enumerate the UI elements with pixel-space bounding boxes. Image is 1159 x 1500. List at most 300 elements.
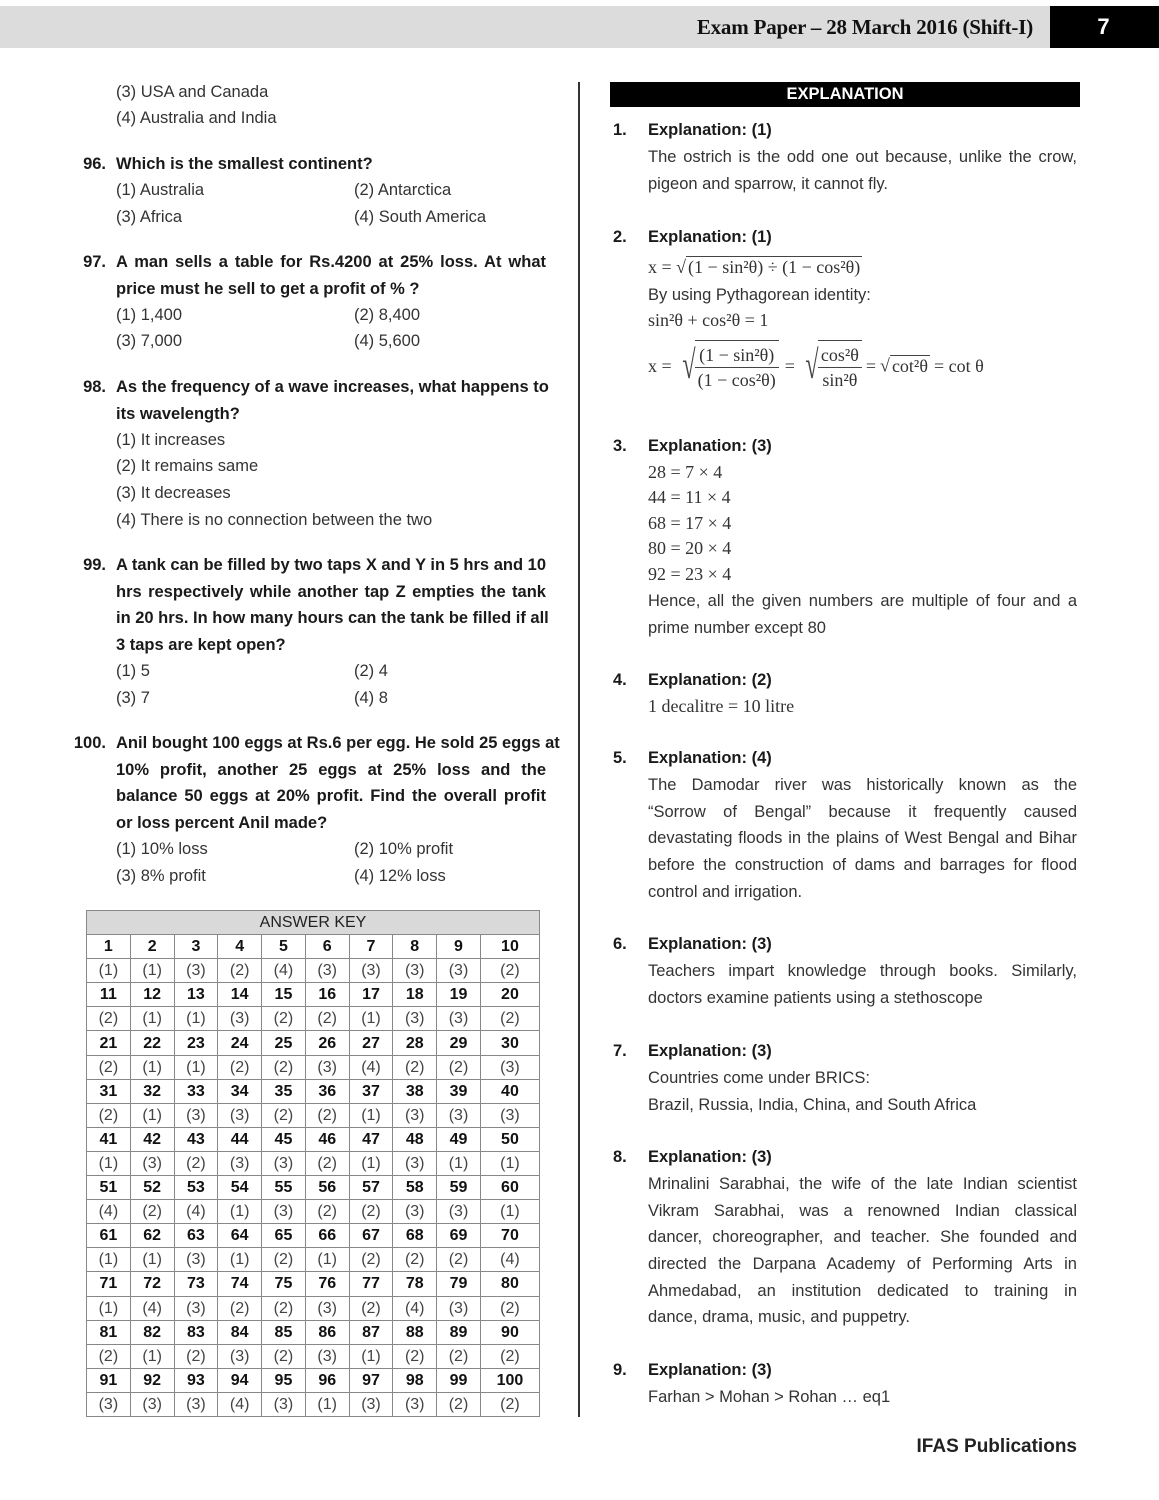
explanation-3-equation: 68 = 17 × 4 xyxy=(648,513,732,533)
answer-cell: (3) xyxy=(174,1296,218,1320)
answer-cell: (1) xyxy=(130,1007,174,1031)
explanation-9-number: 9. xyxy=(613,1361,627,1379)
question-line: A tank can be filled by two taps X and Y in 5 hrs and 10 xyxy=(116,556,546,574)
question-number-cell: 70 xyxy=(480,1224,539,1248)
question-number-cell: 36 xyxy=(305,1079,349,1103)
q97-option-1: (1) 1,400 xyxy=(116,306,183,324)
question-number-cell: 30 xyxy=(480,1031,539,1055)
q98-option-2: (2) It remains same xyxy=(116,457,259,475)
answer-cell: (1) xyxy=(174,1055,218,1079)
answer-cell: (2) xyxy=(393,1248,437,1272)
answer-key-body xyxy=(87,935,540,1417)
answer-key-answer-row xyxy=(87,959,540,983)
answer-key-number-row xyxy=(87,1176,540,1200)
question-number-cell: 53 xyxy=(174,1176,218,1200)
explanation-7-body xyxy=(648,1065,1077,1118)
question-number-cell: 15 xyxy=(262,983,306,1007)
answer-cell: (4) xyxy=(262,959,306,983)
explanation-2-identity: sin²θ + cos²θ = 1 xyxy=(648,310,769,330)
explanation-line: doctors examine patients using a stethoscope xyxy=(648,988,983,1007)
question-number-cell: 55 xyxy=(262,1176,306,1200)
answer-cell: (2) xyxy=(130,1200,174,1224)
question-number-cell: 72 xyxy=(130,1272,174,1296)
question-number-cell: 13 xyxy=(174,983,218,1007)
answer-cell: (3) xyxy=(437,1296,481,1320)
question-number-cell: 87 xyxy=(349,1320,393,1344)
question-number-cell: 65 xyxy=(262,1224,306,1248)
explanation-3-equation: 92 = 23 × 4 xyxy=(648,564,732,584)
q98-number: 98. xyxy=(83,378,106,396)
explanation-line: directed the Darpana Academy of Performing Arts in xyxy=(648,1255,1077,1274)
q99-option-2: (2) 4 xyxy=(354,662,388,680)
question-number-cell: 79 xyxy=(437,1272,481,1296)
question-number-cell: 96 xyxy=(305,1368,349,1392)
explanation-8-body xyxy=(648,1171,1077,1331)
question-line: Which is the smallest continent? xyxy=(116,155,373,173)
page-number: 7 xyxy=(1097,14,1110,39)
answer-key-answer-row xyxy=(87,1296,540,1320)
answer-cell: (1) xyxy=(130,1055,174,1079)
answer-cell: (1) xyxy=(87,959,131,983)
explanation-6-body xyxy=(648,958,1077,1011)
explanation-line: devastating floods in the plains of West Bengal and Bihar xyxy=(648,829,1077,848)
explanation-9-heading: Explanation: (3) xyxy=(648,1361,772,1379)
answer-cell: (4) xyxy=(130,1296,174,1320)
q97-number: 97. xyxy=(83,253,106,271)
fraction-denominator: (1 − cos²θ) xyxy=(697,370,776,390)
answer-key-answer-row xyxy=(87,1392,540,1416)
question-number-cell: 58 xyxy=(393,1176,437,1200)
q97-option-2: (2) 8,400 xyxy=(354,306,421,324)
answer-cell: (3) xyxy=(437,959,481,983)
question-number-cell: 57 xyxy=(349,1176,393,1200)
answer-cell: (3) xyxy=(262,1200,306,1224)
question-number-cell: 90 xyxy=(480,1320,539,1344)
math-equals: = xyxy=(865,355,877,376)
question-number-cell: 5 xyxy=(262,935,306,959)
question-number-cell: 4 xyxy=(218,935,262,959)
question-number-cell: 3 xyxy=(174,935,218,959)
q99-number: 99. xyxy=(83,556,106,574)
explanation-8-number: 8. xyxy=(613,1148,627,1166)
question-number-cell: 32 xyxy=(130,1079,174,1103)
question-number-cell: 46 xyxy=(305,1127,349,1151)
answer-cell: (3) xyxy=(174,1392,218,1416)
question-number-cell: 92 xyxy=(130,1368,174,1392)
explanation-7-number: 7. xyxy=(613,1042,627,1060)
question-line: or loss percent Anil made? xyxy=(116,813,328,832)
question-number-cell: 85 xyxy=(262,1320,306,1344)
question-number-cell: 42 xyxy=(130,1127,174,1151)
q99-text xyxy=(116,552,549,658)
question-number-cell: 56 xyxy=(305,1176,349,1200)
answer-cell: (3) xyxy=(218,1007,262,1031)
question-number-cell: 26 xyxy=(305,1031,349,1055)
answer-cell: (2) xyxy=(262,1296,306,1320)
page-number-box xyxy=(1050,6,1159,48)
explanation-line: By using Pythagorean identity: xyxy=(648,286,871,304)
question-number-cell: 44 xyxy=(218,1127,262,1151)
q98-option-4: (4) There is no connection between the two xyxy=(116,511,433,529)
q99-option-1: (1) 5 xyxy=(116,662,150,680)
q97-option-3: (3) 7,000 xyxy=(116,332,183,350)
q100-number: 100. xyxy=(73,734,106,752)
answer-cell: (2) xyxy=(262,1055,306,1079)
question-number-cell: 100 xyxy=(480,1368,539,1392)
explanation-6-heading: Explanation: (3) xyxy=(648,935,772,953)
explanation-1-heading: Explanation: (1) xyxy=(648,121,772,139)
explanation-line: before the construction of dams and barrages for flood xyxy=(648,856,1077,875)
question-number-cell: 23 xyxy=(174,1031,218,1055)
question-number-cell: 59 xyxy=(437,1176,481,1200)
explanation-1-body xyxy=(648,144,1077,197)
answer-cell: (1) xyxy=(349,1007,393,1031)
question-number-cell: 20 xyxy=(480,983,539,1007)
answer-cell: (1) xyxy=(218,1248,262,1272)
answer-cell: (2) xyxy=(480,1344,539,1368)
question-number-cell: 73 xyxy=(174,1272,218,1296)
answer-key-number-row xyxy=(87,1031,540,1055)
question-number-cell: 16 xyxy=(305,983,349,1007)
explanation-line: Mrinalini Sarabhai, the wife of the late Indian scientist xyxy=(648,1175,1077,1193)
question-number-cell: 6 xyxy=(305,935,349,959)
answer-cell: (1) xyxy=(174,1007,218,1031)
answer-cell: (2) xyxy=(262,1103,306,1127)
answer-cell: (1) xyxy=(218,1200,262,1224)
explanation-banner: EXPLANATION xyxy=(610,82,1080,107)
answer-cell: (4) xyxy=(349,1055,393,1079)
question-number-cell: 43 xyxy=(174,1127,218,1151)
question-number-cell: 91 xyxy=(87,1368,131,1392)
answer-cell: (2) xyxy=(305,1200,349,1224)
answer-cell: (3) xyxy=(174,959,218,983)
answer-cell: (3) xyxy=(305,1344,349,1368)
q97-text xyxy=(116,249,546,302)
question-number-cell: 41 xyxy=(87,1127,131,1151)
answer-cell: (2) xyxy=(262,1248,306,1272)
explanation-2-number: 2. xyxy=(613,228,627,246)
answer-cell: (1) xyxy=(305,1392,349,1416)
question-number-cell: 11 xyxy=(87,983,131,1007)
answer-cell: (1) xyxy=(480,1200,539,1224)
question-number-cell: 95 xyxy=(262,1368,306,1392)
answer-cell: (4) xyxy=(393,1296,437,1320)
question-line: A man sells a table for Rs.4200 at 25% loss. At what xyxy=(116,253,546,271)
question-number-cell: 31 xyxy=(87,1079,131,1103)
q96-option-1: (1) Australia xyxy=(116,181,205,199)
question-number-cell: 19 xyxy=(437,983,481,1007)
question-number-cell: 76 xyxy=(305,1272,349,1296)
answer-cell: (1) xyxy=(480,1151,539,1175)
question-number-cell: 25 xyxy=(262,1031,306,1055)
explanation-9-body xyxy=(648,1384,1077,1411)
explanation-line: Brazil, Russia, India, China, and South Africa xyxy=(648,1095,977,1114)
question-line: price must he sell to get a profit of % ? xyxy=(116,279,420,298)
question-number-cell: 52 xyxy=(130,1176,174,1200)
question-number-cell: 67 xyxy=(349,1224,393,1248)
question-number-cell: 47 xyxy=(349,1127,393,1151)
answer-cell: (3) xyxy=(130,1151,174,1175)
fraction-numerator: cos²θ xyxy=(818,343,862,368)
question-number-cell: 38 xyxy=(393,1079,437,1103)
column-divider xyxy=(578,82,580,1417)
explanation-2-heading: Explanation: (1) xyxy=(648,228,772,246)
question-number-cell: 66 xyxy=(305,1224,349,1248)
question-number-cell: 17 xyxy=(349,983,393,1007)
q95-option-4: (4) Australia and India xyxy=(116,109,277,127)
answer-cell: (1) xyxy=(87,1151,131,1175)
question-number-cell: 60 xyxy=(480,1176,539,1200)
question-number-cell: 97 xyxy=(349,1368,393,1392)
question-number-cell: 45 xyxy=(262,1127,306,1151)
answer-cell: (3) xyxy=(262,1151,306,1175)
answer-cell: (1) xyxy=(305,1248,349,1272)
answer-cell: (2) xyxy=(480,1007,539,1031)
explanation-8-heading: Explanation: (3) xyxy=(648,1148,772,1166)
question-number-cell: 10 xyxy=(480,935,539,959)
question-number-cell: 62 xyxy=(130,1224,174,1248)
exam-title: Exam Paper – 28 March 2016 (Shift-I) xyxy=(696,15,1033,39)
question-line: hrs respectively while another tap Z empties the tank xyxy=(116,582,546,601)
answer-cell: (2) xyxy=(87,1103,131,1127)
explanation-3-equation: 80 = 20 × 4 xyxy=(648,538,732,558)
fraction xyxy=(695,343,779,392)
explanation-2-equation-2 xyxy=(648,340,984,392)
answer-cell: (3) xyxy=(218,1103,262,1127)
answer-cell: (1) xyxy=(130,959,174,983)
math-lhs: x = xyxy=(648,257,677,277)
answer-cell: (3) xyxy=(305,959,349,983)
q100-option-3: (3) 8% profit xyxy=(116,867,206,885)
question-number-cell: 80 xyxy=(480,1272,539,1296)
answer-key-number-row xyxy=(87,1272,540,1296)
answer-cell: (2) xyxy=(262,1007,306,1031)
explanation-3-equation: 44 = 11 × 4 xyxy=(648,487,731,507)
question-number-cell: 28 xyxy=(393,1031,437,1055)
answer-cell: (2) xyxy=(218,1055,262,1079)
answer-key-answer-row xyxy=(87,1344,540,1368)
q100-option-2: (2) 10% profit xyxy=(354,840,454,858)
explanation-4-heading: Explanation: (2) xyxy=(648,671,772,689)
q96-option-4: (4) South America xyxy=(354,208,487,226)
q100-option-4: (4) 12% loss xyxy=(354,867,446,885)
sqrt-symbol: √ xyxy=(682,342,696,387)
answer-key-number-row xyxy=(87,983,540,1007)
fraction xyxy=(818,343,862,392)
explanation-3-heading: Explanation: (3) xyxy=(648,437,772,455)
question-number-cell: 94 xyxy=(218,1368,262,1392)
explanation-line: The ostrich is the odd one out because, unlike the crow, xyxy=(648,148,1077,166)
answer-cell: (3) xyxy=(130,1392,174,1416)
explanation-line: Farhan > Mohan > Rohan … eq1 xyxy=(648,1388,891,1406)
answer-cell: (1) xyxy=(130,1103,174,1127)
q99-option-3: (3) 7 xyxy=(116,689,150,707)
answer-cell: (3) xyxy=(305,1296,349,1320)
answer-cell: (2) xyxy=(437,1055,481,1079)
explanation-1-number: 1. xyxy=(613,121,627,139)
question-number-cell: 24 xyxy=(218,1031,262,1055)
answer-cell: (2) xyxy=(393,1055,437,1079)
question-number-cell: 51 xyxy=(87,1176,131,1200)
math-equals: = xyxy=(784,355,795,376)
question-number-cell: 8 xyxy=(393,935,437,959)
question-line: 10% profit, another 25 eggs at 25% loss and the xyxy=(116,760,546,779)
question-number-cell: 88 xyxy=(393,1320,437,1344)
question-number-cell: 33 xyxy=(174,1079,218,1103)
question-line: Anil bought 100 eggs at Rs.6 per egg. He sold 25 eggs at xyxy=(116,734,560,752)
question-number-cell: 1 xyxy=(87,935,131,959)
question-line: As the frequency of a wave increases, what happens to xyxy=(116,378,549,396)
answer-cell: (3) xyxy=(87,1392,131,1416)
answer-cell: (3) xyxy=(437,1200,481,1224)
answer-key-number-row xyxy=(87,1320,540,1344)
question-number-cell: 21 xyxy=(87,1031,131,1055)
answer-cell: (2) xyxy=(349,1296,393,1320)
q100-text xyxy=(116,730,560,836)
q96-number: 96. xyxy=(83,155,106,173)
explanation-line: prime number except 80 xyxy=(648,618,826,637)
question-number-cell: 35 xyxy=(262,1079,306,1103)
explanation-line: The Damodar river was historically known as the xyxy=(648,776,1077,794)
explanation-line: Vikram Sarabhai, was a renowned Indian classical xyxy=(648,1201,1077,1220)
answer-key-number-row xyxy=(87,1224,540,1248)
question-number-cell: 77 xyxy=(349,1272,393,1296)
answer-cell: (3) xyxy=(437,1103,481,1127)
answer-key-table xyxy=(86,910,540,1417)
question-number-cell: 93 xyxy=(174,1368,218,1392)
explanation-4-equation: 1 decalitre = 10 litre xyxy=(648,696,795,716)
explanation-3-equation: 28 = 7 × 4 xyxy=(648,462,723,482)
answer-cell: (1) xyxy=(87,1296,131,1320)
answer-cell: (2) xyxy=(174,1344,218,1368)
answer-cell: (2) xyxy=(87,1007,131,1031)
q100-option-1: (1) 10% loss xyxy=(116,840,208,858)
answer-key-answer-row xyxy=(87,1055,540,1079)
answer-cell: (3) xyxy=(218,1151,262,1175)
explanation-line: Countries come under BRICS: xyxy=(648,1069,870,1087)
question-number-cell: 99 xyxy=(437,1368,481,1392)
question-number-cell: 68 xyxy=(393,1224,437,1248)
q96-text xyxy=(116,151,546,178)
explanation-2-text xyxy=(648,282,1077,309)
question-number-cell: 50 xyxy=(480,1127,539,1151)
answer-cell: (1) xyxy=(349,1151,393,1175)
answer-cell: (2) xyxy=(437,1392,481,1416)
question-line: 3 taps are kept open? xyxy=(116,635,286,654)
answer-cell: (4) xyxy=(480,1248,539,1272)
fraction-denominator: sin²θ xyxy=(822,370,858,390)
answer-cell: (3) xyxy=(393,1007,437,1031)
answer-cell: (3) xyxy=(393,959,437,983)
q95-option-3: (3) USA and Canada xyxy=(116,83,269,101)
explanation-3-number: 3. xyxy=(613,437,627,455)
fraction-numerator: (1 − sin²θ) xyxy=(695,343,779,368)
answer-cell: (2) xyxy=(218,1296,262,1320)
question-number-cell: 40 xyxy=(480,1079,539,1103)
answer-key-number-row xyxy=(87,935,540,959)
answer-cell: (1) xyxy=(349,1103,393,1127)
question-number-cell: 81 xyxy=(87,1320,131,1344)
answer-cell: (4) xyxy=(174,1200,218,1224)
answer-key-answer-row xyxy=(87,1151,540,1175)
question-number-cell: 64 xyxy=(218,1224,262,1248)
question-number-cell: 29 xyxy=(437,1031,481,1055)
math-result: = cot θ xyxy=(933,355,984,376)
publisher-footer: IFAS Publications xyxy=(916,1436,1077,1457)
explanation-5-number: 5. xyxy=(613,749,627,767)
q98-option-1: (1) It increases xyxy=(116,431,226,449)
math-radicand: (1 − sin²θ) ÷ (1 − cos²θ) xyxy=(688,257,861,277)
answer-cell: (2) xyxy=(437,1248,481,1272)
answer-cell: (3) xyxy=(393,1151,437,1175)
question-number-cell: 89 xyxy=(437,1320,481,1344)
question-number-cell: 98 xyxy=(393,1368,437,1392)
question-number-cell: 22 xyxy=(130,1031,174,1055)
question-number-cell: 9 xyxy=(437,935,481,959)
question-number-cell: 37 xyxy=(349,1079,393,1103)
question-number-cell: 2 xyxy=(130,935,174,959)
question-line: in 20 hrs. In how many hours can the tank be filled if all xyxy=(116,609,549,627)
answer-cell: (2) xyxy=(349,1248,393,1272)
explanation-3-body xyxy=(648,588,1077,641)
answer-cell: (2) xyxy=(437,1344,481,1368)
answer-cell: (3) xyxy=(393,1392,437,1416)
answer-cell: (3) xyxy=(349,959,393,983)
math-radicand: cot²θ xyxy=(891,356,928,376)
explanation-line: Teachers impart knowledge through books. Similarly, xyxy=(648,962,1077,980)
question-number-cell: 84 xyxy=(218,1320,262,1344)
answer-cell: (2) xyxy=(305,1151,349,1175)
answer-cell: (3) xyxy=(262,1392,306,1416)
answer-cell: (1) xyxy=(349,1344,393,1368)
explanation-line: pigeon and sparrow, it cannot fly. xyxy=(648,174,889,193)
answer-cell: (2) xyxy=(393,1344,437,1368)
explanation-line: Ahmedabad, an institution dedicated to training in xyxy=(648,1281,1077,1300)
q97-option-4: (4) 5,600 xyxy=(354,332,421,350)
answer-cell: (2) xyxy=(87,1344,131,1368)
answer-cell: (3) xyxy=(218,1344,262,1368)
q98-text xyxy=(116,374,549,427)
question-number-cell: 34 xyxy=(218,1079,262,1103)
answer-cell: (2) xyxy=(87,1055,131,1079)
page-header xyxy=(0,6,1159,48)
question-line: balance 50 eggs at 20% profit. Find the overall profit xyxy=(116,787,546,805)
question-number-cell: 27 xyxy=(349,1031,393,1055)
question-number-cell: 63 xyxy=(174,1224,218,1248)
answer-key-answer-row xyxy=(87,1007,540,1031)
explanation-line: dancer, choreographer, and teacher. She founded and xyxy=(648,1228,1077,1247)
answer-cell: (3) xyxy=(393,1200,437,1224)
sqrt-expression xyxy=(678,340,779,392)
q98-option-3: (3) It decreases xyxy=(116,484,231,502)
answer-cell: (3) xyxy=(305,1055,349,1079)
question-number-cell: 18 xyxy=(393,983,437,1007)
answer-cell: (3) xyxy=(349,1392,393,1416)
explanation-line: control and irrigation. xyxy=(648,882,803,901)
question-number-cell: 74 xyxy=(218,1272,262,1296)
answer-key-title: ANSWER KEY xyxy=(87,911,540,935)
q96-option-3: (3) Africa xyxy=(116,208,183,226)
answer-cell: (1) xyxy=(130,1248,174,1272)
sqrt-symbol: √ xyxy=(805,342,819,387)
answer-cell: (2) xyxy=(480,959,539,983)
explanation-line: Hence, all the given numbers are multiple of four and a xyxy=(648,592,1077,610)
answer-cell: (4) xyxy=(87,1200,131,1224)
question-number-cell: 86 xyxy=(305,1320,349,1344)
question-number-cell: 12 xyxy=(130,983,174,1007)
answer-key-answer-row xyxy=(87,1200,540,1224)
answer-cell: (3) xyxy=(174,1103,218,1127)
